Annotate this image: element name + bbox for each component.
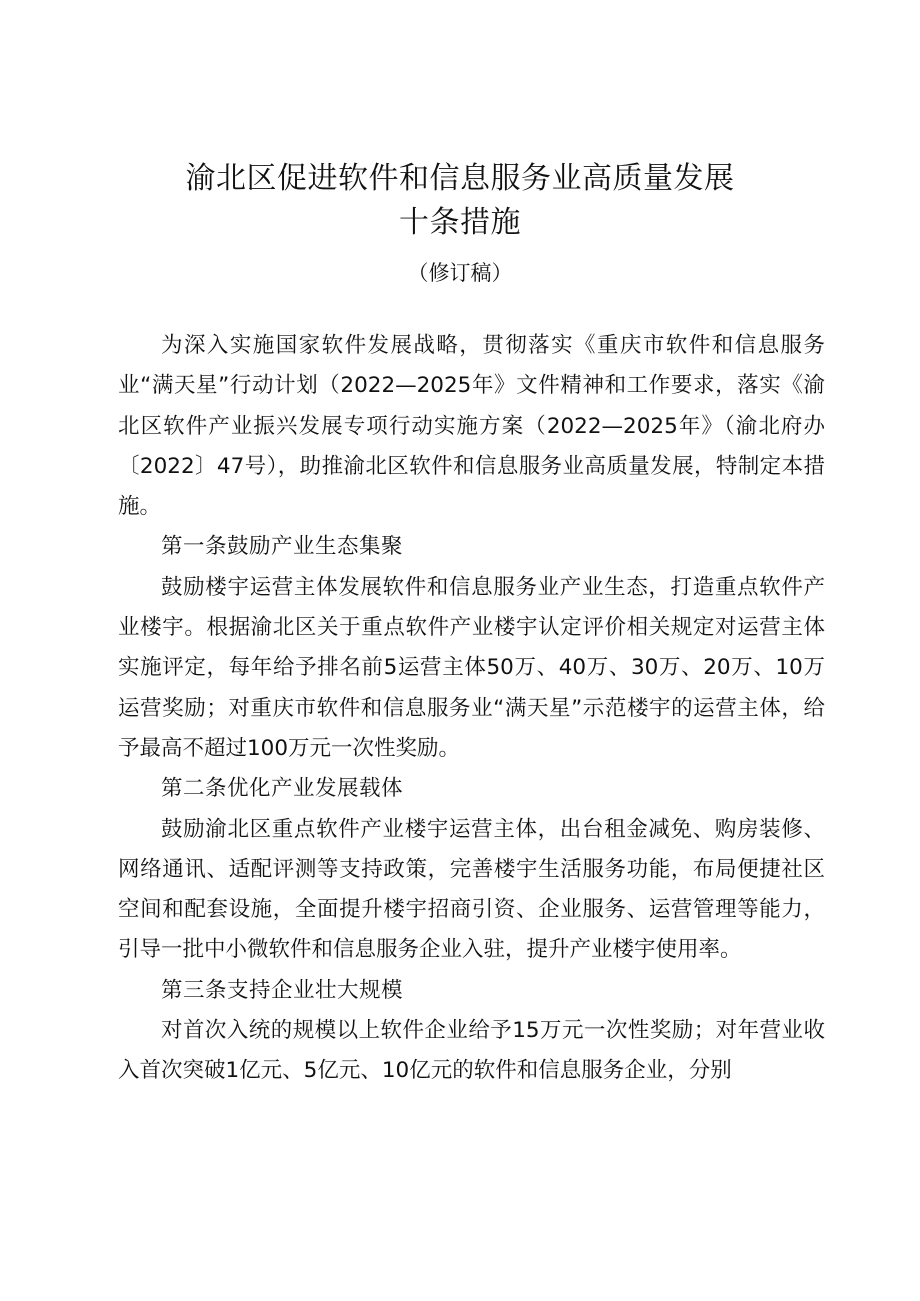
document-body bbox=[118, 326, 825, 1092]
article-2-text: 鼓励渝北区重点软件产业楼宇运营主体，出台租金减免、购房装修、网络通讯、适配评测等支持政策，完善楼宇生活服务功能，布局便捷社区空间和配套设施，全面提升楼宇招商引资、企业服务、运营管理等能力，引导一批中小微软件和信息服务企业入驻，提升产业楼宇使用率。 bbox=[118, 816, 825, 963]
article-2-heading: 第二条优化产业发展载体 bbox=[161, 776, 404, 802]
document-title-line-1: 渝北区促进软件和信息服务业高质量发展 bbox=[185, 161, 735, 196]
intro-paragraph: 为深入实施国家软件发展战略，贯彻落实《重庆市软件和信息服务业“满天星”行动计划（2022—2025年》文件精神和工作要求，落实《渝北区软件产业振兴发展专项行动实施方案（2022—2025年》（渝北府办〔2022〕47号），助推渝北区软件和信息服务业高质量发展，特制定本措施。 bbox=[118, 333, 825, 520]
article-1-text: 鼓励楼宇运营主体发展软件和信息服务业产业生态，打造重点软件产业楼宇。根据渝北区关于重点软件产业楼宇认定评价相关规定对运营主体实施评定，每年给予排名前5运营主体50万、40万、30万、20万、10万运营奖励；对重庆市软件和信息服务业“满天星”示范楼宇的运营主体，给予最高不超过100万元一次性奖励。 bbox=[118, 574, 825, 761]
article-1-heading: 第一条鼓励产业生态集聚 bbox=[161, 534, 404, 560]
title-block bbox=[0, 157, 920, 287]
article-3-heading: 第三条支持企业壮大规模 bbox=[161, 977, 404, 1003]
document-title-line-2: 十条措施 bbox=[399, 205, 521, 240]
document-subtitle: （修订稿） bbox=[407, 261, 513, 285]
article-3-text: 对首次入统的规模以上软件企业给予15万元一次性奖励；对年营业收入首次突破1亿元、5亿元、10亿元的软件和信息服务企业，分别 bbox=[118, 1018, 825, 1084]
